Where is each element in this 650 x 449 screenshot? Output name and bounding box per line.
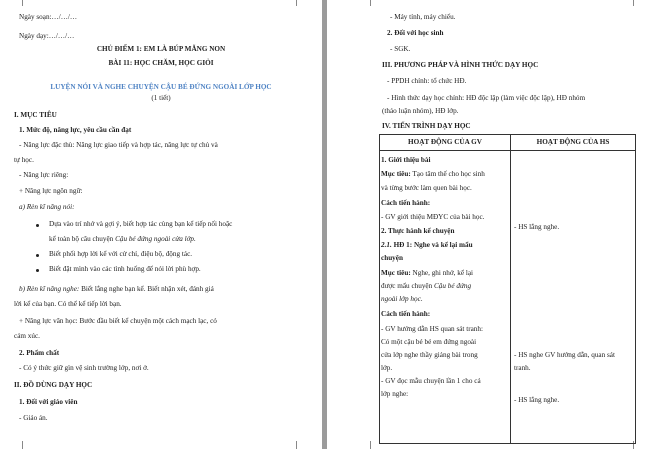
objective-2: Mục tiêu: Nghe, ghi nhớ, kể lại [381,269,474,277]
objective-2-cont: được mẩu chuyện Cậu bé đứng [381,282,472,290]
paragraph-speaking-skill: a) Rèn kĩ năng nói: [19,203,75,211]
table-cell-student [511,151,636,444]
student-step-3: - HS lắng nghe. [514,396,560,404]
paragraph-listening-skill-cont: lời kể của bạn. Có thể kể tiếp lời bạn. [14,300,122,308]
student-step-2-cont: tranh. [514,364,531,372]
subsection-qualities: 2. Phẩm chất [19,349,60,357]
date-compose: Ngày soạn:…/…/… [19,13,78,21]
teacher-step-2-cont-3: lớp. [381,364,393,372]
document-page-right [327,0,650,449]
paragraph-literary-competency-cont: cảm xúc. [14,332,40,340]
paragraph-literary-competency: + Năng lực văn học: Bước đầu biết kể chuyện một cách mạch lạc, có [19,317,217,325]
table-row [380,151,636,444]
paragraph-language-competency: + Năng lực ngôn ngữ: [19,187,83,195]
teacher-step-2-cont-2: cửa lớp nghe thầy giảng bài trong [381,351,478,359]
objective-1-cont: và từng bước làm quen bài học. [381,184,472,192]
bullet-icon [36,254,39,257]
paragraph-specific-competency: - Năng lực đặc thù: Năng lực giao tiếp và hợp tác, năng lực tự chủ và [19,141,218,149]
lesson-subtitle: LUYỆN NÓI VÀ NGHE CHUYỆN CẬU BÉ ĐỨNG NGOÀI LỚP HỌC [50,83,272,91]
paragraph-teaching-form-cont: (thảo luận nhóm), HĐ lớp. [382,107,459,115]
bullet-item-3: Biết đặt mình vào các tình huống để nói lời phù hợp. [49,265,201,273]
section-materials: II. ĐỒ DÙNG DẠY HỌC [14,381,93,389]
paragraph-own-competency: - Năng lực riêng: [19,171,69,179]
procedure-label-2: Cách tiến hành: [381,310,431,318]
paragraph-qualities: - Có ý thức giữ gìn vệ sinh trường lớp, nơi ở. [19,364,149,372]
paragraph-teaching-form: - Hình thức dạy học chính: HĐ độc lập (làm việc độc lập), HĐ nhóm [387,94,586,102]
teacher-step-3-cont: lớp nghe: [381,390,409,398]
subsection-student-materials: 2. Đối với học sinh [387,29,444,37]
paragraph-method-main: - PPDH chính: tổ chức HĐ. [387,77,467,85]
activity-1-title-cont: chuyện [381,254,403,262]
subsection-teacher-materials: 1. Đối với giáo viên [19,398,78,406]
teacher-step-1: - GV giới thiệu MĐYC của bài học. [381,213,485,221]
teacher-step-2: - GV hướng dẫn HS quan sát tranh: [381,325,483,333]
subsection-competencies: 1. Mức độ, năng lực, yêu cầu cần đạt [19,126,132,134]
bullet-icon [36,269,39,272]
bullet-item-1: Dựa vào trí nhớ và gợi ý, biết hợp tác cùng bạn kể tiếp nối hoặc [49,220,233,228]
activity-table [379,134,636,444]
document-page-left [0,0,322,449]
objective-1: Mục tiêu: Tạo tâm thế cho học sinh [381,170,485,178]
lesson-title: BÀI 11: HỌC CHĂM, HỌC GIỎI [108,59,214,67]
table-header-teacher: HOẠT ĐỘNG CỦA GV [380,135,511,151]
table-cell-teacher [380,151,511,444]
bullet-item-1-cont: kể toàn bộ câu chuyện Cậu bé đứng ngoài cửa lớp. [49,235,196,243]
table-header-student: HOẠT ĐỘNG CỦA HS [511,135,636,151]
section-objectives: I. MỤC TIÊU [14,111,57,119]
paragraph-textbook: - SGK. [390,45,411,53]
section-methods: III. PHƯƠNG PHÁP VÀ HÌNH THỨC DẠY HỌC [382,61,539,69]
paragraph-listening-skill: b) Rèn kĩ năng nghe: Biết lắng nghe bạn kể. Biết nhận xét, đánh giá [19,285,214,293]
section-procedure: IV. TIẾN TRÌNH DẠY HỌC [382,122,471,130]
bullet-item-2: Biết phối hợp lời kể với cử chỉ, điệu bộ, động tác. [49,250,193,258]
table-header-row [380,135,636,151]
theme-title: CHỦ ĐIỂM 1: EM LÀ BÚP MĂNG NON [96,45,226,53]
lesson-duration: (1 tiết) [151,94,171,102]
procedure-label-1: Cách tiến hành: [381,199,431,207]
paragraph-computer: - Máy tính, máy chiếu. [390,13,456,21]
activity-practice-title: 2. Thực hành kể chuyện [381,227,455,235]
paragraph-lesson-plan: - Giáo án. [19,414,48,422]
paragraph-specific-competency-cont: tự học. [14,156,34,164]
activity-1-title: 2.1. HĐ 1: Nghe và kể lại mẩu [381,241,473,249]
teacher-step-2-cont: Có một cậu bé bé em đứng ngoài [381,338,477,346]
activity-intro-title: 1. Giới thiệu bài [381,156,431,164]
bullet-icon [36,224,39,227]
objective-2-cont-2: ngoài lớp học. [381,295,423,303]
teacher-step-3: - GV đọc mẫu chuyện lần 1 cho cả [381,377,481,385]
date-teach: Ngày dạy:…/…/… [19,32,75,40]
student-step-1: - HS lắng nghe. [514,223,560,231]
student-step-2: - HS nghe GV hướng dẫn, quan sát [514,351,615,359]
